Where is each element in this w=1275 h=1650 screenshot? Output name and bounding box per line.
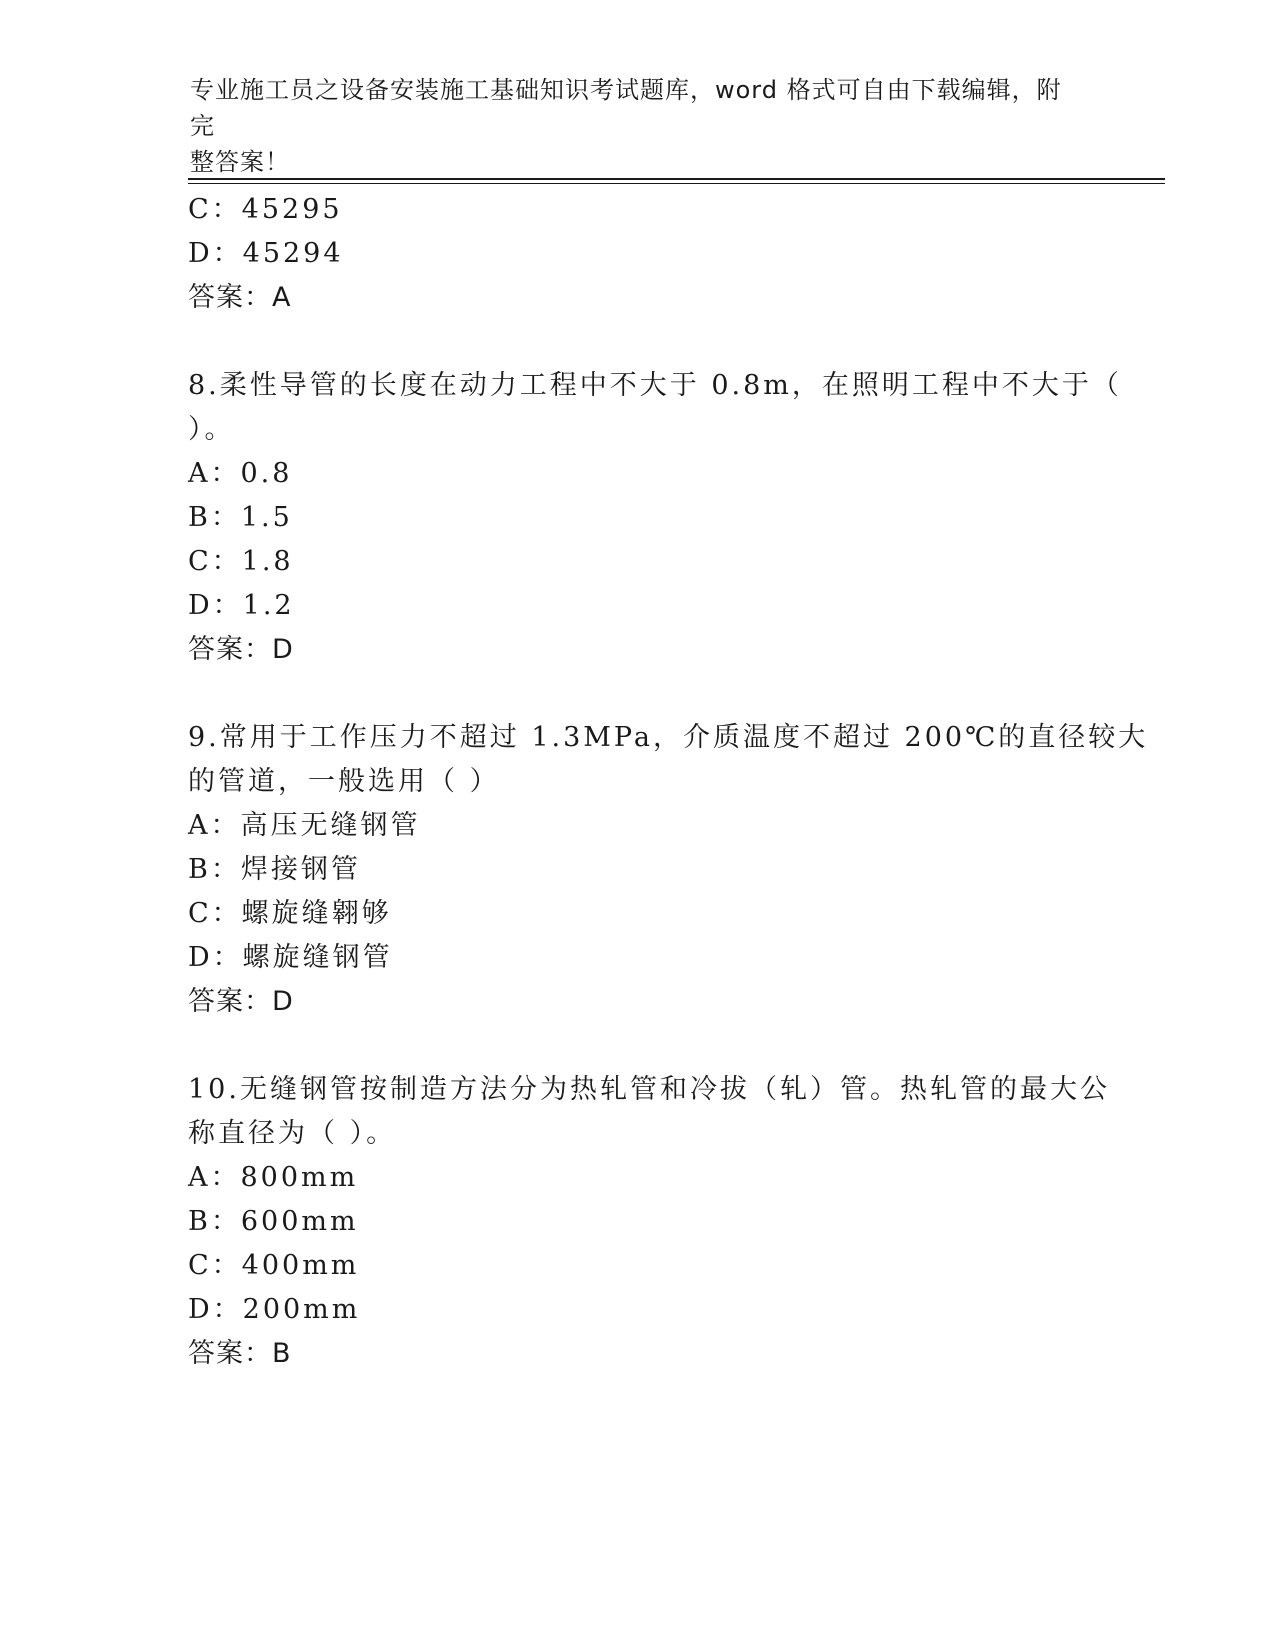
q10-option-a: A：800mm xyxy=(188,1162,359,1193)
q8-option-c: C：1.8 xyxy=(188,546,294,577)
q9-stem-line-2: 的管道，一般选用（ ） xyxy=(188,766,500,797)
q10-stem-line-2: 称直径为（ ）。 xyxy=(188,1118,397,1149)
q9-option-a: A：高压无缝钢管 xyxy=(188,810,421,841)
q7-answer: 答案：A xyxy=(188,282,292,313)
header-divider-thin xyxy=(188,183,1165,184)
document-header xyxy=(190,72,1070,180)
q9-stem-line-1: 9.常用于工作压力不超过 1.3MPa，介质温度不超过 200℃的直径较大 xyxy=(188,722,1149,753)
q8-answer: 答案：D xyxy=(188,634,294,665)
q9-option-d: D：螺旋缝钢管 xyxy=(188,942,393,973)
q10-option-b: B：600mm xyxy=(188,1206,359,1237)
q10-stem-line-1: 10.无缝钢管按制造方法分为热轧管和冷拔（轧）管。热轧管的最大公 xyxy=(188,1074,1110,1105)
header-line-1: 专业施工员之设备安装施工基础知识考试题库，word 格式可自由下载编辑，附完 xyxy=(190,76,1062,140)
q10-option-d: D：200mm xyxy=(188,1294,361,1325)
q8-option-b: B：1.5 xyxy=(188,502,293,533)
header-divider-thick xyxy=(188,178,1165,180)
q10-option-c: C：400mm xyxy=(188,1250,360,1281)
q8-option-d: D：1.2 xyxy=(188,590,295,621)
q7-option-d: D：45294 xyxy=(188,238,344,269)
q9-option-b: B：焊接钢管 xyxy=(188,854,361,885)
q8-stem-line-2: ）。 xyxy=(188,414,235,445)
q8-stem-line-1: 8.柔性导管的长度在动力工程中不大于 0.8m，在照明工程中不大于（ xyxy=(188,370,1122,401)
header-line-2: 整答案！ xyxy=(190,148,290,176)
q8-option-a: A：0.8 xyxy=(188,458,293,489)
q9-option-c: C：螺旋缝翱够 xyxy=(188,898,392,929)
q7-option-c: C：45295 xyxy=(188,194,343,225)
q9-answer: 答案：D xyxy=(188,986,294,1017)
q10-answer: 答案：B xyxy=(188,1338,292,1369)
